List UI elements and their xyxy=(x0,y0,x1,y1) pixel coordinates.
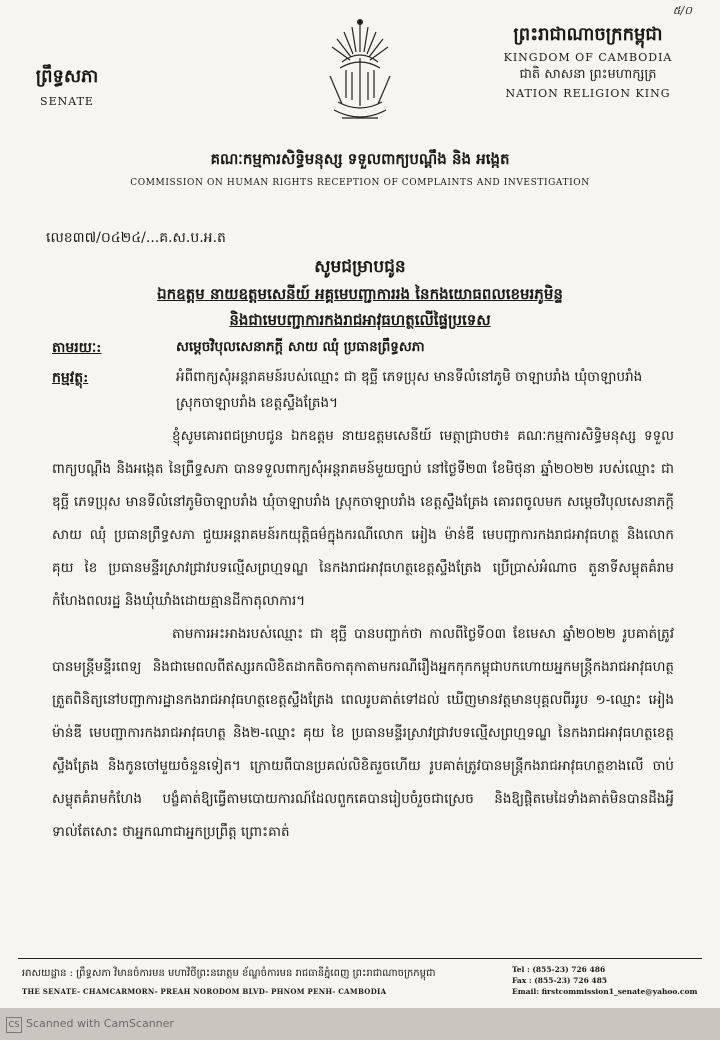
address-kh: អាសយដ្ឋាន : ព្រឹទ្ធសភា វិមានចំការមន មហាវិថីព្រះនរោត្តម ខ័ណ្ឌចំការមន រាជធានីភ្នំពេញ ព្រះរាជាណាចក្រកម្ពុជា xyxy=(22,968,436,979)
title-line-1: សូមជម្រាបជូន xyxy=(314,257,406,277)
senate-name-kh: ព្រឹទ្ធសភា xyxy=(35,66,99,87)
subject-label: កម្មវត្ថុ: xyxy=(52,370,89,386)
camscanner-icon: CS xyxy=(6,1017,22,1033)
title-line-3: និងជាមេបញ្ជាការកងរាជអាវុធហត្ថលើផ្ទៃប្រទេស xyxy=(229,311,491,329)
motto-en: NATION RELIGION KING xyxy=(505,87,671,100)
scanner-watermark: Scanned with CamScanner xyxy=(26,1017,174,1030)
motto-kh: ជាតិ សាសនា ព្រះមហាក្សត្រ xyxy=(519,67,657,82)
kingdom-header xyxy=(478,22,698,100)
paragraph-1: ខ្ញុំសូមគោរពជម្រាបជូន ឯកឧត្ដម នាយឧត្ដមសេនីយ៍ មេត្តាជ្រាបថា៖ គណៈកម្មការសិទ្ធិមនុស្ស ទទួលពាក្យបណ្ដឹង និងអង្កេត នៃព្រឹទ្ធសភា បានទទួលពាក្យសុំអន្តរាគមន៍មួយច្បាប់ នៅថ្ងៃទី២៣ ខែមិថុនា ឆ្នាំ២០២២ របស់ឈ្មោះ ជា ឌុច្ឆី ភេទប្រុស មានទីលំនៅភូមិចាឡាបរាំង ឃុំចាឡាបរាំង ស្រុកចាឡាបរាំង ខេត្តស្ទឹងត្រែង គោរពចូលមក សម្ដេចវិបុលសេនាភក្ដី សាយ ឈុំ ប្រធានព្រឹទ្ធសភា ជួយអន្តរាគមន៍រកយុត្តិធម៌ក្នុងករណីលោក អៀង ម៉ាន់ឌី មេបញ្ជាការកងរាជអាវុធហត្ថ និងលោក គុយ ខៃ ប្រធានមន្ទីរស្រាវជ្រាវបទល្មើសព្រហ្មទណ្ឌ នៃកងរាជអាវុធហត្ថខេត្តស្ទឹងត្រែង ប្រើប្រាស់អំណាច តួនាទីសម្លុតគំរាមកំហែងពលរដ្ឋ និងឃុំឃាំងដោយគ្មានដីកាតុលាការ។ xyxy=(52,428,674,609)
commission-header xyxy=(60,150,660,188)
senate-name-en: SENATE xyxy=(40,95,94,108)
footer-address xyxy=(22,966,436,996)
senate-header xyxy=(22,64,112,108)
royal-emblem-icon xyxy=(312,18,408,128)
scanner-bar xyxy=(0,1008,720,1040)
paragraph-2: តាមការអះអាងរបស់ឈ្មោះ ជា ឌុច្ឆី បានបញ្ជាក់ថា កាលពីថ្ងៃទី០៣ ខែមេសា ឆ្នាំ២០២២ រូបគាត់ត្រូវបានមន្ត្រីមន្ទីរពេទ្យ និងជាមេពលពីឥស្សរកលិខិតដាកតិចកាតុកាតាមករណីរឿងអ្នកកុកកម្ពុជាបកហោយអ្នកមន្ត្រីកងរាជអាវុធហត្ថត្រួតពិនិត្យនៅបញ្ជាការដ្ឋានកងរាជអាវុធហត្ថខេត្តស្ទឹងត្រែង ពេលរូបគាត់ទៅដល់ ឃើញមានវត្តមានបុគ្គលពីររូប ១-ឈ្មោះ អៀង ម៉ាន់ឌី មេបញ្ជាការកងរាជអាវុធហត្ថ និង២-ឈ្មោះ គុយ ខៃ ប្រធានមន្ទីរស្រាវជ្រាវបទល្មើសព្រហ្មទណ្ឌ នៃកងរាជអាវុធហត្ថខេត្តស្ទឹងត្រែង និងកូនចៅមួយចំនួនទៀត។ ក្រោយពីបានប្រគល់លិខិតរួចហើយ រូបគាត់ត្រូវបានមន្ត្រីកងរាជអាវុធហត្ថខាងលើ ចាប់សម្លុតគំរាមកំហែង បង្ខំគាត់ឱ្យធ្វើតាមបោយការណ៍ដែលពួកគេបានរៀបចំរួចជាស្រេច និងឱ្យផ្តិតមេដៃទាំងគាត់មិនបានដឹងអ្វីទាល់តែសោះ ថាអ្នកណាជាអ្នកប្រព្រឹត្ត ព្រោះគាត់ xyxy=(52,626,674,840)
kingdom-name-en: KINGDOM OF CAMBODIA xyxy=(503,51,673,64)
subject-text: អំពីពាក្យសុំអន្តរាគមន៍របស់ឈ្មោះ ជា ឌុច្ឆី ភេទប្រុស មានទីលំនៅភូមិ ចាឡាបរាំង ឃុំចាឡាបរាំង ស្រុកចាឡាបរាំង ខេត្តស្ទឹងត្រែង។ xyxy=(176,369,643,411)
contact-tel: Tel : (855-23) 726 486 xyxy=(512,965,606,974)
kingdom-name-kh: ព្រះរាជាណាចក្រកម្ពុជា xyxy=(513,24,663,45)
footer-contacts xyxy=(512,964,697,997)
commission-name-en: COMMISSION ON HUMAN RIGHTS RECEPTION OF COMPLAINTS AND INVESTIGATION xyxy=(130,178,590,188)
address-en: THE SENATE- CHAMCARMORN- PREAH NORODOM BLVD- PHNOM PENH- CAMBODIA xyxy=(22,987,387,996)
commission-name-kh: គណៈកម្មការសិទ្ធិមនុស្ស ទទួលពាក្យបណ្ដឹង និង អង្កេត xyxy=(210,150,510,168)
via-label: តាមរយៈ: xyxy=(52,340,102,356)
title-line-2: ឯកឧត្ដម នាយឧត្ដមសេនីយ៍ អគ្គមេបញ្ជាការរង នៃកងយោធពលខេមរភូមិន្ទ xyxy=(157,285,563,303)
page-number: ៥/០ xyxy=(672,4,692,17)
via-text: សម្ដេចវិបុលសេនាភក្ដី សាយ ឈុំ ប្រធានព្រឹទ្ធសភា xyxy=(176,339,425,355)
contact-fax: Fax : (855-23) 726 485 xyxy=(512,976,608,985)
reference-number: លេខ៣៧/០៤២៤/...គ.ស.ប.អ.ត xyxy=(46,230,226,246)
contact-email: Email: firstcommission1_senate@yahoo.com xyxy=(512,987,698,996)
footer-divider xyxy=(18,958,702,959)
letter-title xyxy=(40,256,680,333)
